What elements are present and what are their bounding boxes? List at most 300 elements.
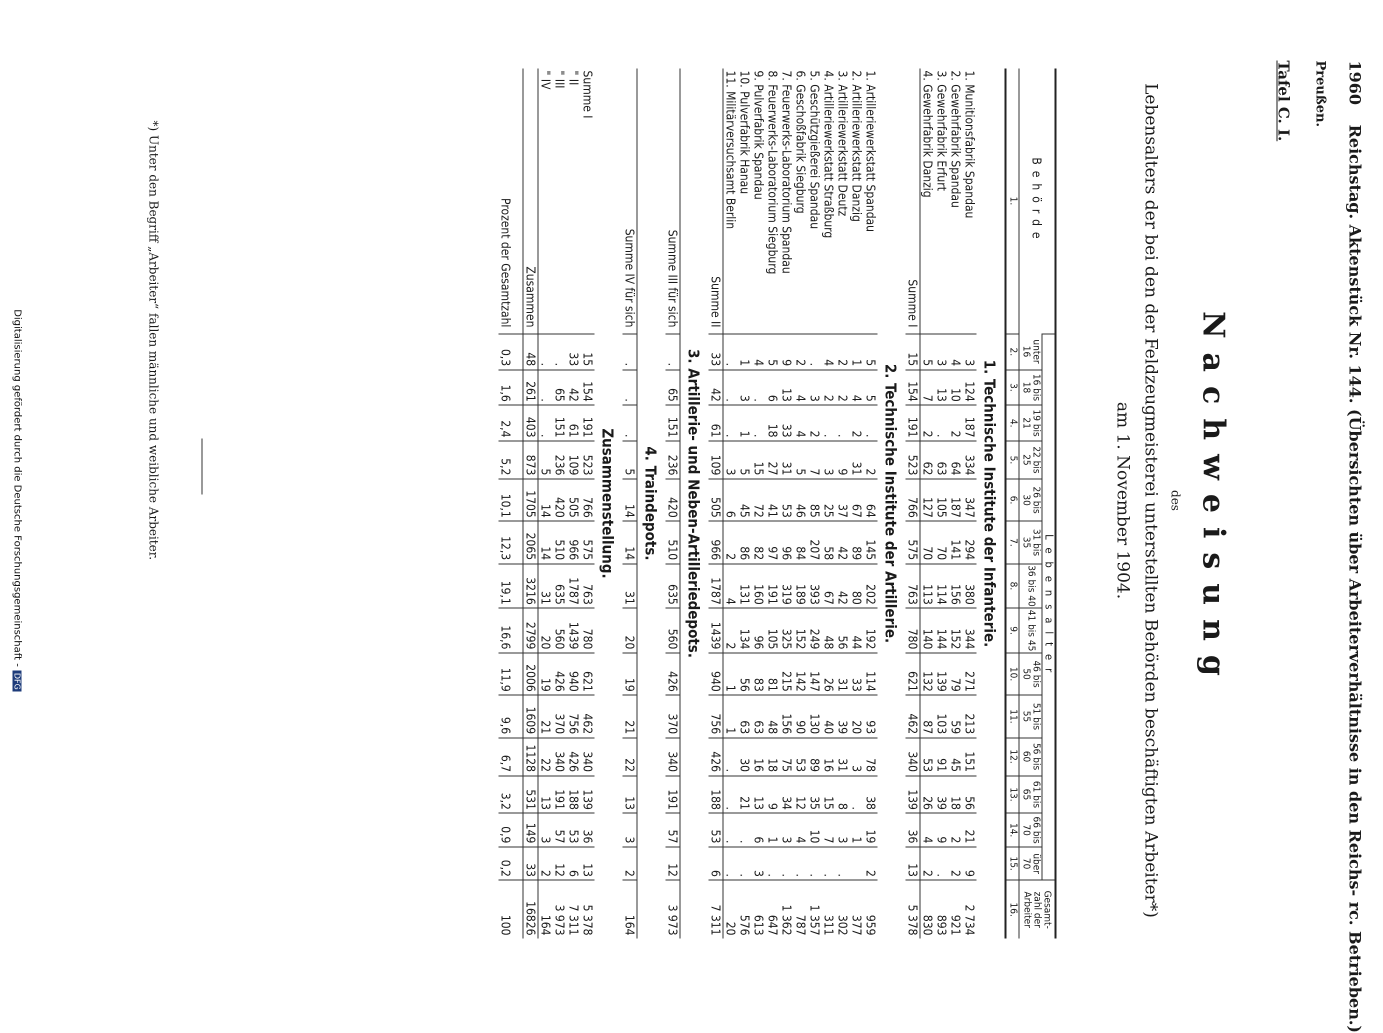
- digitization-credit: [12, 1, 23, 1001]
- table-cell: 1609: [523, 695, 538, 737]
- table-cell: 966: [709, 521, 724, 563]
- table-cell: 33: [780, 405, 794, 441]
- header-gesamt: Gesamt-zahl der Arbeiter: [1019, 880, 1056, 938]
- rotated-page: [0, 1, 1383, 1033]
- table-cell: 57: [553, 813, 567, 846]
- table-cell: 0,9: [499, 813, 524, 846]
- table-cell: 0,3: [499, 334, 524, 370]
- title-connector: des: [1168, 490, 1183, 511]
- age-group-header: unter 16: [1020, 339, 1042, 364]
- column-number: 14.: [1006, 813, 1020, 846]
- table-cell: 154: [581, 370, 595, 406]
- table-cell: 302: [836, 880, 850, 938]
- total-row: [523, 69, 538, 939]
- table-cell: 14: [623, 521, 638, 563]
- table-cell: .: [836, 847, 850, 881]
- table-cell: 5: [864, 370, 878, 406]
- table-cell: 4: [949, 334, 963, 370]
- row-label: 3. Gewehrfabrik Erfurt: [934, 70, 949, 191]
- table-cell: 18: [766, 738, 780, 776]
- table-cell: 31: [623, 564, 638, 609]
- row-label: Summe I: [580, 70, 595, 119]
- table-cell: 67: [822, 564, 836, 609]
- table-cell: 213: [963, 695, 977, 737]
- row-label: " II: [566, 70, 581, 86]
- table-cell: 53: [920, 738, 935, 776]
- table-cell: 959: [864, 880, 878, 938]
- table-cell: 30: [738, 738, 752, 776]
- table-cell: 33: [709, 334, 724, 370]
- table-cell: [850, 847, 864, 881]
- table-cell: 56: [836, 608, 850, 653]
- table-cell: 2: [949, 813, 963, 846]
- table-cell: 33: [567, 334, 581, 370]
- table-cell: 756: [567, 695, 581, 737]
- table-cell: 86: [738, 521, 752, 563]
- table-cell: 9: [780, 334, 794, 370]
- table-cell: 93: [864, 695, 878, 737]
- table-cell: 18: [949, 776, 963, 814]
- table-cell: 1787: [709, 564, 724, 609]
- table-cell: 147: [808, 653, 822, 695]
- table-cell: 2: [864, 441, 878, 479]
- row-label: Summe I: [906, 69, 921, 334]
- table-cell: 377: [850, 880, 864, 938]
- row-label: 10. Pulverfabrik Hanau: [737, 70, 752, 195]
- table-cell: 164: [623, 880, 638, 938]
- table-cell: 156: [949, 564, 963, 609]
- table-cell: 3,2: [499, 776, 524, 814]
- column-number: 7.: [1006, 521, 1020, 563]
- table-cell: 575: [581, 521, 595, 563]
- table-cell: 7: [822, 813, 836, 846]
- table-cell: .: [723, 370, 738, 406]
- table-cell: 921: [949, 880, 963, 938]
- table-cell: 59: [949, 695, 963, 737]
- table-cell: 46: [794, 479, 808, 521]
- table-cell: 5: [766, 334, 780, 370]
- table-cell: 10: [808, 813, 822, 846]
- table-cell: .: [935, 847, 949, 881]
- section-title: 2. Technische Institute der Artillerie.: [881, 363, 900, 644]
- page-header: [1345, 60, 1365, 1033]
- table-cell: 1: [738, 405, 752, 441]
- table-cell: 5: [864, 334, 878, 370]
- table-cell: 189: [794, 564, 808, 609]
- table-cell: 575: [906, 521, 921, 563]
- table-cell: 1: [723, 653, 738, 695]
- table-cell: 65: [666, 370, 681, 406]
- table-cell: 13: [780, 370, 794, 406]
- table-cell: 67: [850, 479, 864, 521]
- table-cell: 1439: [567, 608, 581, 653]
- table-cell: 53: [780, 479, 794, 521]
- table-cell: 151: [666, 405, 681, 441]
- table-cell: 42: [836, 521, 850, 563]
- document-title: Nachweisung: [1195, 311, 1231, 690]
- subtitle: Lebensalters der bei den der Feldzeugmeisterei unterstellten Behörden beschäftigten Arbeiter*): [1140, 83, 1161, 918]
- table-cell: 635: [666, 564, 681, 609]
- table-cell: 42: [567, 370, 581, 406]
- table-cell: 113: [920, 564, 935, 609]
- row-label: 2. Artilleriewerkstatt Danzig: [849, 70, 864, 222]
- table-row: [738, 69, 752, 939]
- table-cell: 39: [935, 776, 949, 814]
- table-cell: 19: [538, 653, 553, 695]
- table-cell: 2: [538, 847, 553, 881]
- table-cell: 1787: [567, 564, 581, 609]
- table-cell: 83: [752, 653, 766, 695]
- table-cell: 560: [553, 608, 567, 653]
- table-cell: .: [780, 847, 794, 881]
- table-cell: 4: [794, 813, 808, 846]
- table-cell: 127: [920, 479, 935, 521]
- table-cell: 19: [623, 653, 638, 695]
- table-cell: .: [836, 405, 850, 441]
- table-cell: 13: [538, 776, 553, 814]
- table-cell: 1: [738, 334, 752, 370]
- column-number: 4.: [1006, 405, 1020, 441]
- table-cell: 420: [666, 479, 681, 521]
- table-cell: 3: [780, 813, 794, 846]
- table-cell: .: [808, 334, 822, 370]
- row-label: Summe III für sich: [666, 69, 681, 334]
- summary-row: [553, 69, 567, 939]
- table-cell: 13: [752, 776, 766, 814]
- table-cell: 893: [935, 880, 949, 938]
- table-cell: 621: [581, 653, 595, 695]
- table-cell: 420: [553, 479, 567, 521]
- table-cell: 1705: [523, 479, 538, 521]
- table-cell: 13: [906, 847, 921, 881]
- summary-row: [538, 69, 553, 939]
- table-cell: 3: [963, 334, 977, 370]
- subtitle-date: am 1. November 1904.: [1112, 401, 1133, 600]
- table-cell: 9: [836, 441, 850, 479]
- age-group-header: 36 bis 40: [1019, 564, 1042, 609]
- table-cell: 2,4: [499, 405, 524, 441]
- table-cell: 0,2: [499, 847, 524, 881]
- digitization-text: Digitalisierung gefördert durch die Deutsche Forschungsgemeinschaft -: [11, 309, 23, 667]
- table-cell: 20: [623, 608, 638, 653]
- table-cell: 64: [864, 479, 878, 521]
- section-title: 3. Artillerie- und Neben-Artilleriedepots.: [684, 349, 703, 658]
- table-cell: 156: [780, 695, 794, 737]
- row-label: 5. Geschützgießerei Spandau: [807, 70, 822, 230]
- table-cell: 2 734: [963, 880, 977, 938]
- table-cell: 15: [906, 334, 921, 370]
- table-cell: 63: [738, 695, 752, 737]
- age-group-header: 26 bis 30: [1019, 479, 1042, 521]
- table-cell: 5: [623, 441, 638, 479]
- table-cell: 370: [553, 695, 567, 737]
- table-cell: 78: [864, 738, 878, 776]
- sum-row: [666, 69, 681, 939]
- table-cell: 787: [794, 880, 808, 938]
- column-number: 16.: [1006, 880, 1020, 938]
- table-cell: 11,9: [499, 653, 524, 695]
- table-cell: 7 311: [709, 880, 724, 938]
- age-group-header: 51 bis 55: [1019, 695, 1042, 737]
- column-number: 5.: [1006, 441, 1020, 479]
- table-cell: 105: [935, 479, 949, 521]
- table-cell: 44: [850, 608, 864, 653]
- table-cell: 5 378: [906, 880, 921, 938]
- table-cell: .: [723, 847, 738, 881]
- table-cell: .: [538, 405, 553, 441]
- table-cell: 26: [920, 776, 935, 814]
- table-cell: 6: [567, 847, 581, 881]
- table-cell: .: [738, 813, 752, 846]
- table-cell: 96: [752, 608, 766, 653]
- table-cell: 58: [822, 521, 836, 563]
- table-cell: 48: [523, 334, 538, 370]
- table-cell: 21: [623, 695, 638, 737]
- table-row: [864, 69, 878, 939]
- row-label: Summe II: [709, 69, 724, 334]
- table-cell: 14: [538, 479, 553, 521]
- table-cell: 139: [935, 653, 949, 695]
- table-cell: 37: [836, 479, 850, 521]
- table-cell: 7 311: [567, 880, 581, 938]
- table-cell: 87: [920, 695, 935, 737]
- table-cell: 154: [906, 370, 921, 406]
- table-cell: .: [738, 847, 752, 881]
- section-header-row: [977, 69, 1006, 939]
- table-cell: 3: [836, 813, 850, 846]
- table-cell: 139: [906, 776, 921, 814]
- table-cell: 45: [738, 479, 752, 521]
- table-cell: 48: [822, 608, 836, 653]
- table-cell: 9,6: [499, 695, 524, 737]
- table-cell: 109: [709, 441, 724, 479]
- table-cell: 1,6: [499, 370, 524, 406]
- table-cell: 271: [963, 653, 977, 695]
- table-cell: 15: [581, 334, 595, 370]
- column-number: 13.: [1006, 776, 1020, 814]
- table-cell: 4: [850, 370, 864, 406]
- table-cell: 16,6: [499, 608, 524, 653]
- table-cell: 16826: [523, 880, 538, 938]
- table-cell: 9: [766, 776, 780, 814]
- table-cell: 4: [822, 334, 836, 370]
- table-cell: 84: [794, 521, 808, 563]
- age-group-header: 66 bis 70: [1019, 813, 1042, 846]
- table-cell: 531: [523, 776, 538, 814]
- table-cell: 523: [581, 441, 595, 479]
- table-cell: 61: [567, 405, 581, 441]
- table-cell: 48: [766, 695, 780, 737]
- page-number: 1960: [1345, 60, 1365, 106]
- table-cell: 261: [523, 370, 538, 406]
- table-cell: 3: [808, 370, 822, 406]
- table-cell: .: [553, 334, 567, 370]
- table-cell: .: [623, 334, 638, 370]
- table-cell: 2: [949, 405, 963, 441]
- table-row: [850, 69, 864, 939]
- table-cell: 100: [499, 880, 524, 938]
- table-cell: 105: [766, 608, 780, 653]
- row-label: 1. Artilleriewerkstatt Spandau: [863, 70, 878, 233]
- table-cell: 39: [836, 695, 850, 737]
- table-cell: 114: [864, 653, 878, 695]
- table-cell: 560: [666, 608, 681, 653]
- table-cell: .: [808, 847, 822, 881]
- table-cell: 340: [581, 738, 595, 776]
- table-cell: 2065: [523, 521, 538, 563]
- table-cell: 3 973: [553, 880, 567, 938]
- table-cell: 21: [738, 776, 752, 814]
- table-cell: 40: [822, 695, 836, 737]
- table-cell: 763: [581, 564, 595, 609]
- table-cell: 134: [738, 608, 752, 653]
- table-cell: 20: [850, 695, 864, 737]
- table-cell: 3: [738, 370, 752, 406]
- table-cell: 15: [822, 776, 836, 814]
- column-number: 9.: [1006, 608, 1020, 653]
- table-cell: 1128: [523, 738, 538, 776]
- column-number: 2.: [1006, 334, 1020, 370]
- region-label: Preußen.: [1312, 60, 1328, 127]
- table-cell: 65: [553, 370, 567, 406]
- table-cell: 85: [808, 479, 822, 521]
- row-label: " IV: [538, 70, 553, 90]
- sum-row: [623, 69, 638, 939]
- table-cell: 91: [935, 738, 949, 776]
- column-number: 15.: [1006, 847, 1020, 881]
- table-cell: 756: [709, 695, 724, 737]
- table-cell: 4: [920, 813, 935, 846]
- table-cell: 940: [709, 653, 724, 695]
- table-cell: 370: [666, 695, 681, 737]
- table-cell: 3: [538, 813, 553, 846]
- table-cell: 109: [567, 441, 581, 479]
- table-cell: 187: [963, 405, 977, 441]
- table-row: [822, 69, 836, 939]
- table-cell: 311: [822, 880, 836, 938]
- header-lebensalter: Lebensalter: [1042, 334, 1056, 881]
- table-cell: 780: [581, 608, 595, 653]
- percent-row: [499, 69, 524, 939]
- table-cell: 81: [766, 653, 780, 695]
- table-cell: 96: [780, 521, 794, 563]
- table-cell: 20: [723, 880, 738, 938]
- table-cell: 403: [523, 405, 538, 441]
- table-cell: 45: [949, 738, 963, 776]
- table-cell: 79: [949, 653, 963, 695]
- age-group-header: 31 bis 35: [1019, 521, 1042, 563]
- section-header-row: [680, 69, 709, 939]
- section-title: 4. Traindepots.: [641, 446, 660, 561]
- table-cell: .: [752, 405, 766, 441]
- table-cell: 249: [808, 608, 822, 653]
- table-cell: 75: [780, 738, 794, 776]
- table-cell: 12,3: [499, 521, 524, 563]
- table-cell: 103: [935, 695, 949, 737]
- table-cell: 763: [906, 564, 921, 609]
- table-cell: .: [822, 847, 836, 881]
- table-cell: 64: [949, 441, 963, 479]
- table-cell: 393: [808, 564, 822, 609]
- table-cell: .: [538, 334, 553, 370]
- table-row: [794, 69, 808, 939]
- table-cell: 19,1: [499, 564, 524, 609]
- table-cell: .: [864, 405, 878, 441]
- table-cell: .: [623, 370, 638, 406]
- table-cell: 4: [723, 564, 738, 609]
- table-cell: 505: [709, 479, 724, 521]
- table-cell: 1439: [709, 608, 724, 653]
- table-cell: 53: [794, 738, 808, 776]
- age-group-header: 56 bis 60: [1019, 738, 1042, 776]
- table-cell: 141: [949, 521, 963, 563]
- section-header-row: [878, 69, 906, 939]
- table-cell: 340: [666, 738, 681, 776]
- table-cell: 114: [935, 564, 949, 609]
- table-cell: 6: [752, 813, 766, 846]
- table-cell: .: [794, 847, 808, 881]
- divider-line: [202, 439, 203, 495]
- table-cell: 12: [794, 776, 808, 814]
- table-cell: 18: [766, 405, 780, 441]
- table-cell: 191: [906, 405, 921, 441]
- table-cell: 613: [752, 880, 766, 938]
- table-row: [920, 69, 935, 939]
- table-cell: 72: [752, 479, 766, 521]
- row-label: Zusammen: [523, 69, 538, 334]
- table-row: [723, 69, 738, 939]
- age-group-header: 41 bis 45: [1019, 608, 1042, 653]
- table-cell: 10: [949, 370, 963, 406]
- table-cell: 21: [963, 813, 977, 846]
- table-cell: 164: [538, 880, 553, 938]
- summary-row: [581, 69, 595, 939]
- table-cell: 3 973: [666, 880, 681, 938]
- table-cell: 340: [906, 738, 921, 776]
- table-cell: 31: [780, 441, 794, 479]
- table-cell: 191: [581, 405, 595, 441]
- table-cell: 19: [864, 813, 878, 846]
- table-cell: 31: [836, 738, 850, 776]
- table-cell: 325: [780, 608, 794, 653]
- table-cell: 35: [808, 776, 822, 814]
- row-label: 4. Artilleriewerkstatt Straßburg: [821, 70, 836, 239]
- table-cell: 9: [963, 847, 977, 881]
- column-number: 11.: [1006, 695, 1020, 737]
- table-cell: 38: [864, 776, 878, 814]
- table-cell: 15: [752, 441, 766, 479]
- table-cell: 2: [836, 334, 850, 370]
- table-cell: 5: [794, 441, 808, 479]
- table-cell: 142: [794, 653, 808, 695]
- table-cell: 426: [709, 738, 724, 776]
- table-cell: 70: [935, 521, 949, 563]
- table-cell: .: [723, 776, 738, 814]
- table-cell: 236: [553, 441, 567, 479]
- table-cell: 151: [963, 738, 977, 776]
- table-cell: 7: [920, 370, 935, 406]
- table-cell: 36: [906, 813, 921, 846]
- age-group-header: über 70: [1019, 847, 1042, 881]
- table-cell: 42: [709, 370, 724, 406]
- table-cell: 152: [949, 608, 963, 653]
- table-cell: 33: [850, 653, 864, 695]
- table-cell: 462: [906, 695, 921, 737]
- table-cell: 145: [864, 521, 878, 563]
- row-label: 6. Geschoßfabrik Siegburg: [793, 70, 808, 214]
- table-cell: 4: [794, 370, 808, 406]
- table-cell: 344: [963, 608, 977, 653]
